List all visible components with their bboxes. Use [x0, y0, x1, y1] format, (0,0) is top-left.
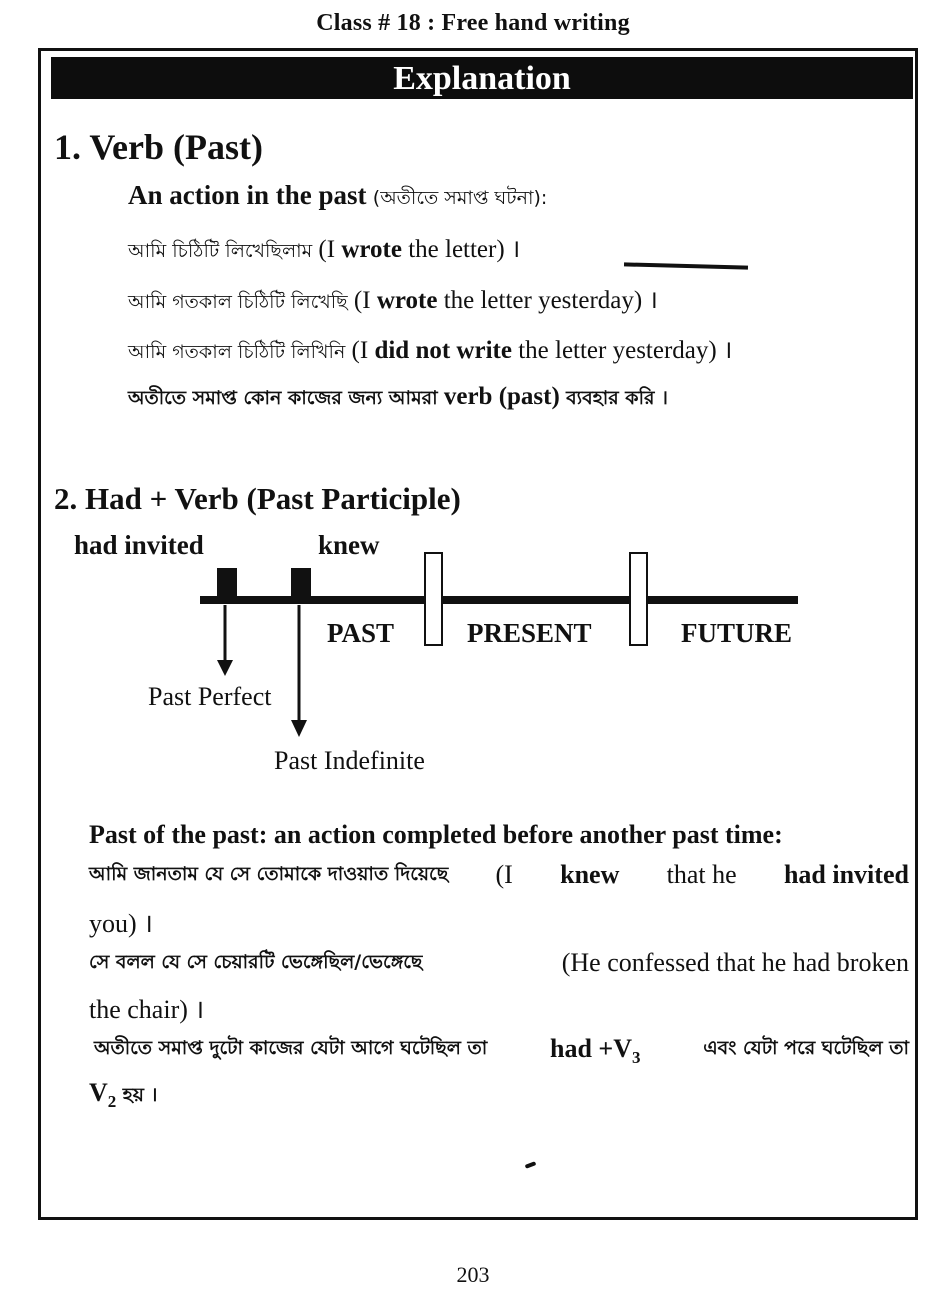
- example-verb-knew: knew: [560, 860, 620, 889]
- rule-bengali-start: অতীতে সমাপ্ত কোন কাজের জন্য আমরা: [128, 387, 438, 409]
- example-verb-had-invited: had invited: [783, 860, 909, 889]
- section2-rule-line1: [94, 1034, 909, 1068]
- rule2-had-v3: [550, 1034, 641, 1068]
- example-rest: the letter yesterday) ।: [518, 337, 733, 364]
- rule2-had-v: had +V: [550, 1034, 633, 1063]
- section2-example-2-line1: [89, 948, 909, 980]
- section2-rule-line2: [89, 1078, 157, 1113]
- marker-knew: [291, 568, 311, 598]
- example-bengali: সে বলল যে সে চেয়ারটি ভেঙ্গেছিল/ভেঙ্গেছে: [89, 951, 423, 973]
- example-paren-open: (I: [353, 287, 371, 314]
- divider-past-present: [425, 553, 442, 645]
- section2-heading: 2. Had + Verb (Past Participle): [54, 481, 461, 516]
- arrow-past-perfect-head: [217, 660, 233, 676]
- past-of-past-title: Past of the past: an action completed before another past time:: [89, 820, 783, 849]
- explanation-banner: Explanation: [51, 57, 913, 99]
- rule2-subscript-3: 3: [632, 1048, 641, 1068]
- example-bengali: আমি জানতাম যে সে তোমাকে দাওয়াত দিয়েছে: [89, 863, 449, 885]
- example-that-he: that he: [666, 860, 737, 889]
- label-past: PAST: [327, 618, 395, 648]
- rule-bengali-end: ব্যবহার করি ।: [566, 387, 668, 409]
- rule2-v: V: [89, 1078, 108, 1107]
- label-had-invited: had invited: [74, 530, 204, 560]
- example-paren-open: (I: [351, 337, 369, 364]
- example-verb: wrote: [376, 287, 438, 314]
- label-past-perfect: Past Perfect: [148, 682, 272, 711]
- example-bengali: আমি গতকাল চিঠিটি লিখেছি: [128, 291, 348, 313]
- intro-bengali: (অতীতে সমাপ্ত ঘটনা):: [372, 187, 548, 209]
- example-verb: did not write: [374, 337, 512, 364]
- intro-english: An action in the past: [128, 180, 367, 210]
- label-past-indefinite: Past Indefinite: [274, 746, 425, 775]
- example-rest: the letter yesterday) ।: [443, 287, 658, 314]
- rule2-bengali-mid: এবং যেটা পরে ঘটেছিল তা: [703, 1037, 909, 1059]
- example-bengali: আমি চিঠিটি লিখেছিলাম: [128, 240, 313, 262]
- example-bengali: আমি গতকাল চিঠিটি লিখিনি: [128, 341, 346, 363]
- section1-heading: 1. Verb (Past): [54, 127, 263, 167]
- example-english-part1: (He confessed that he had broken: [561, 948, 909, 977]
- marker-had-invited: [217, 568, 237, 598]
- example-rest: the letter) ।: [408, 236, 521, 263]
- timeline-axis: [200, 596, 798, 604]
- class-title: Class # 18 : Free hand writing: [316, 10, 630, 36]
- divider-present-future: [630, 553, 647, 645]
- section2-example-2-line2: the chair) ।: [89, 995, 205, 1024]
- section2-example-1-line1: [89, 860, 909, 892]
- example-verb: wrote: [341, 236, 402, 263]
- label-present: PRESENT: [467, 618, 592, 648]
- example-paren-open: (I: [318, 236, 336, 263]
- rule2-subscript-2: 2: [107, 1092, 117, 1112]
- rule2-bengali-start: অতীতে সমাপ্ত দুটো কাজের যেটা আগে ঘটেছিল তা: [94, 1037, 488, 1059]
- label-future: FUTURE: [681, 618, 793, 648]
- section2-example-1-line2: you) ।: [89, 909, 154, 938]
- label-knew: knew: [318, 530, 380, 560]
- page-number: 203: [456, 1262, 490, 1287]
- rule-english: verb (past): [443, 383, 560, 410]
- example-paren-open: (I: [495, 860, 513, 889]
- rule2-bengali-end: হয় ।: [122, 1084, 158, 1106]
- arrow-past-indefinite-head: [291, 720, 307, 737]
- rule2-v2: [89, 1078, 117, 1112]
